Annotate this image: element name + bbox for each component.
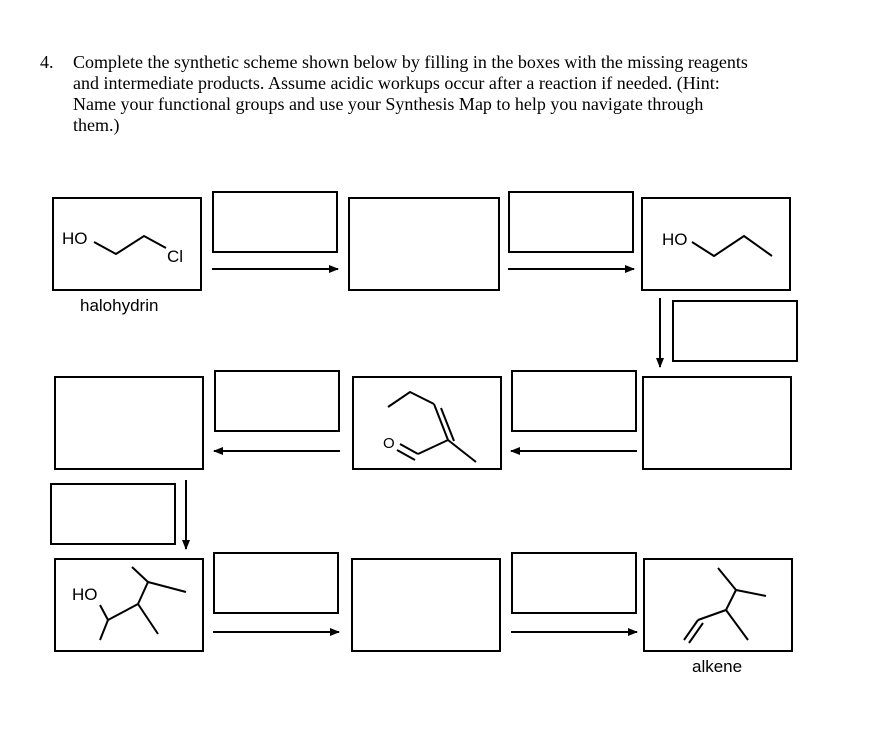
question-line-2: and intermediate products. Assume acidic workups occur after a reaction if needed. (Hint: <box>73 73 720 93</box>
start-cl-label: Cl <box>167 247 184 266</box>
propanol-structure <box>692 236 772 256</box>
question-line-1: Complete the synthetic scheme shown below by filling in the boxes with the missing reagents <box>73 52 748 72</box>
row3-ho-label: HO <box>72 585 98 604</box>
alkene-structure <box>684 568 766 643</box>
row1-end-ho-label: HO <box>662 230 688 249</box>
question-number: 4. <box>40 52 54 72</box>
aldehyde-o-label: O <box>383 435 395 452</box>
aldehyde-structure <box>388 392 476 462</box>
start-ho-label: HO <box>62 229 88 248</box>
question-line-3: Name your functional groups and use your Synthesis Map to help you navigate through <box>73 94 704 114</box>
end-label: alkene <box>692 657 743 676</box>
halohydrin-structure <box>94 236 166 254</box>
branched-alcohol-structure <box>100 567 186 640</box>
start-label: halohydrin <box>80 296 159 315</box>
question-line-4: them.) <box>73 115 120 135</box>
